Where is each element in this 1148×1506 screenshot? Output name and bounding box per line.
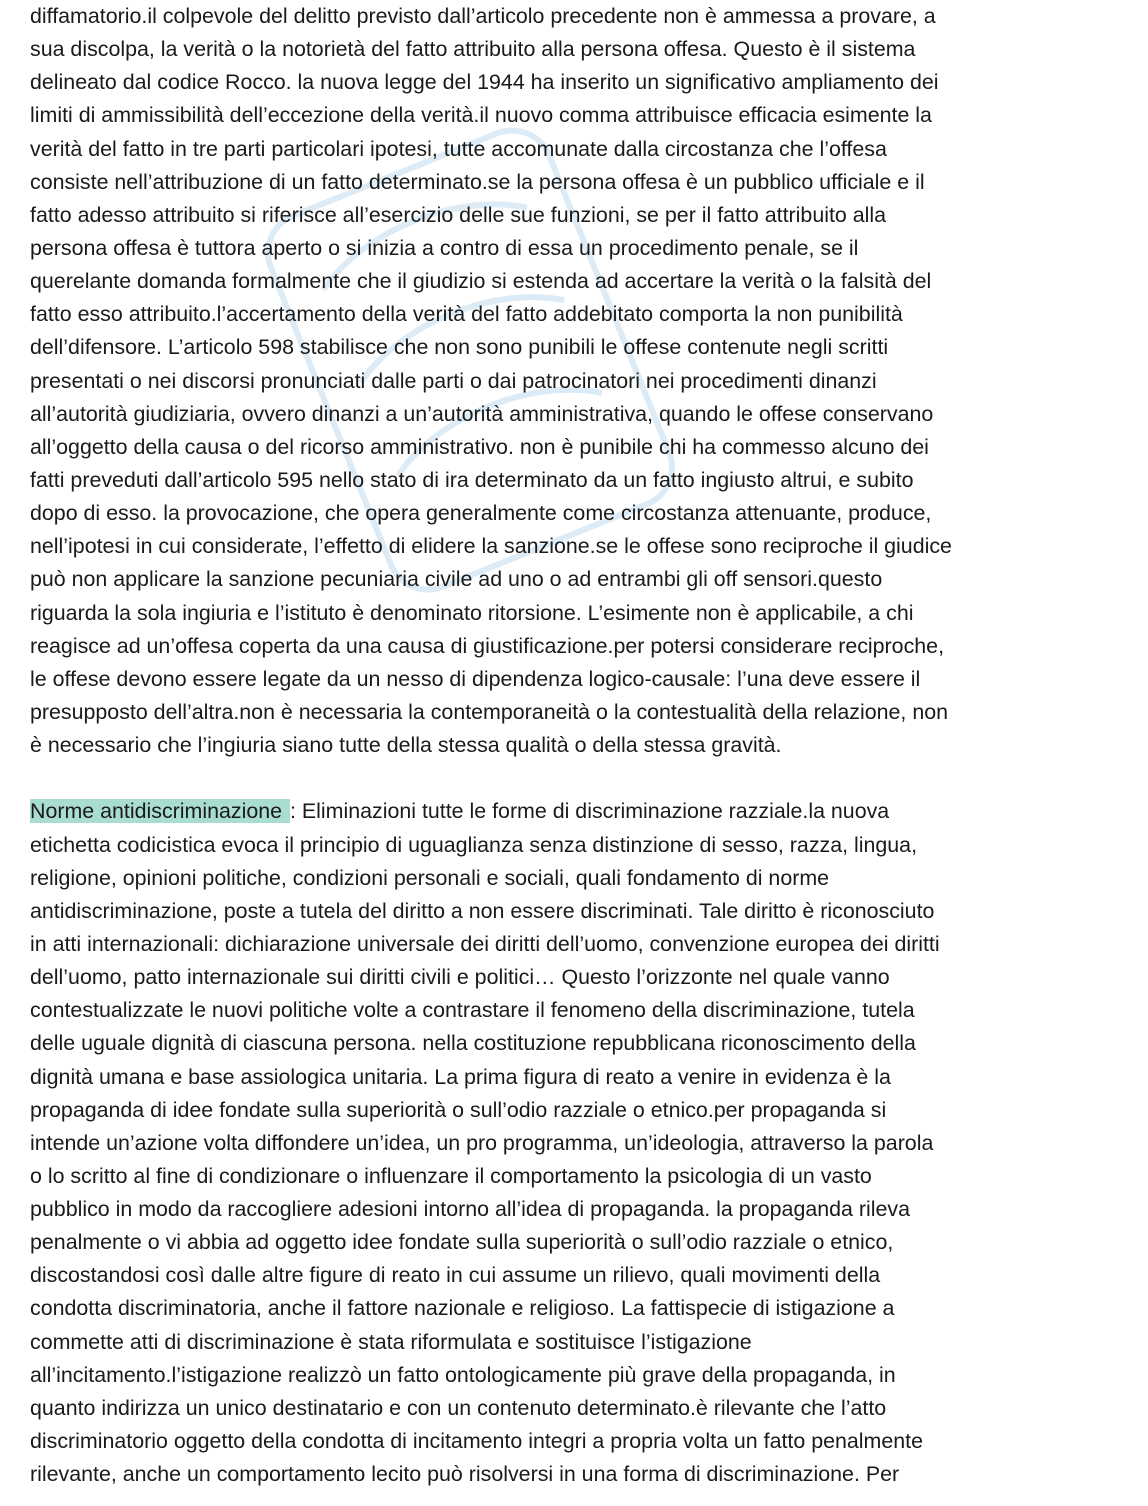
paragraph2-line: contestualizzate le nuovi politiche volte a contrastare il fenomeno della discriminazione, tutela xyxy=(30,998,915,1023)
paragraph1-line: riguarda la sola ingiuria e l’istituto è denominato ritorsione. L’esimente non è applicabile, a chi xyxy=(30,600,914,625)
paragraph2-line: discriminatorio oggetto della condotta di incitamento integri a propria volta un fatto penalmente xyxy=(30,1429,923,1454)
paragraph2-line: quanto indirizza un unico destinatario e con un contenuto determinato.è rilevante che l’atto xyxy=(30,1395,887,1420)
paragraph2-line: discostandosi così dalle altre figure di reato in cui assume un rilievo, quali movimenti della xyxy=(30,1263,881,1288)
paragraph2-line: antidiscriminazione, poste a tutela del diritto a non essere discriminati. Tale diritto è riconosciuto xyxy=(30,898,935,923)
paragraph1-line: verità del fatto in tre parti particolari ipotesi, tutte accomunate dalla circostanza che l’offesa xyxy=(30,136,887,161)
paragraph2-line: propaganda di idee fondate sulla superiorità o sull’odio razziale o etnico.per propaganda si xyxy=(30,1097,887,1122)
paragraph2-line: all’incitamento.l’istigazione realizzò un fatto ontologicamente più grave della propaganda, in xyxy=(30,1362,896,1387)
paragraph2-line: condotta discriminatoria, anche il fattore nazionale e religioso. La fattispecie di istigazione a xyxy=(30,1296,895,1321)
paragraph1-line: dell’difensore. L’articolo 598 stabilisce che non sono punibili le offese contenute negli scritti xyxy=(30,335,889,360)
paragraph-gap xyxy=(30,762,1122,795)
section-heading-norme-antidiscriminazione: Norme antidiscriminazione xyxy=(30,799,288,824)
paragraph2-line: penalmente o vi abbia ad oggetto idee fondate sulla superiorità o sull’odio razziale o etnico, xyxy=(30,1230,894,1255)
paragraph1-line: consiste nell’attribuzione di un fatto determinato.se la persona offesa è un pubblico ufficiale e il xyxy=(30,169,925,194)
document-page xyxy=(30,0,1122,1506)
paragraph1-line: limiti di ammissibilità dell’eccezione della verità.il nuovo comma attribuisce efficacia esimente la xyxy=(30,103,932,128)
paragraph1-line: dopo di esso. la provocazione, che opera generalmente come circostanza attenuante, produce, xyxy=(30,501,932,526)
paragraph1-line: fatto adesso attribuito si riferisce all’esercizio delle sue funzioni, se per il fatto attribuito alla xyxy=(30,202,887,227)
paragraph2-line: commette atti di discriminazione è stata riformulata e sostituisce l’istigazione xyxy=(30,1329,752,1354)
paragraph1-line: è necessario che l’ingiuria siano tutte della stessa qualità o della stessa gravità. xyxy=(30,733,782,758)
paragraph2-line: intende un’azione volta diffondere un’idea, un pro programma, un’ideologia, attraverso la parola xyxy=(30,1130,934,1155)
paragraph1-line: le offese devono essere legate da un nesso di dipendenza logico-causale: l’una deve essere il xyxy=(30,666,921,691)
paragraph1-line: sua discolpa, la verità o la notorietà del fatto attribuito alla persona offesa. Questo è il sistema xyxy=(30,37,916,62)
paragraph-norme-antidiscriminazione xyxy=(30,829,1122,1492)
paragraph-eccezione-verita xyxy=(30,0,1122,762)
paragraph1-line: diffamatorio.il colpevole del delitto previsto dall’articolo precedente non è ammessa a provare, a xyxy=(30,4,936,28)
paragraph1-line: fatti preveduti dall’articolo 595 nello stato di ira determinato da un fatto ingiusto altrui, e subito xyxy=(30,467,914,492)
paragraph1-line: querelante domanda formalmente che il giudizio si estenda ad accertare la verità o la falsità del xyxy=(30,269,932,294)
paragraph1-line: presentati o nei discorsi pronunciati dalle parti o dai patrocinatori nei procedimenti dinanzi xyxy=(30,368,877,393)
paragraph1-line: presupposto dell’altra.non è necessaria la contemporaneità o la contestualità della relazione, non xyxy=(30,699,949,724)
paragraph1-line: nell’ipotesi in cui considerate, l’effetto di elidere la sanzione.se le offese sono reciproche il giudice xyxy=(30,534,952,559)
paragraph1-line: può non applicare la sanzione pecuniaria civile ad uno o ad entrambi gli off sensori.questo xyxy=(30,567,883,592)
paragraph1-line: fatto esso attribuito.l’accertamento della verità del fatto addebitato comporta la non punibilità xyxy=(30,302,903,327)
paragraph2-line: dignità umana e base assiologica unitaria. La prima figura di reato a venire in evidenza è la xyxy=(30,1064,891,1089)
paragraph2-line: pubblico in modo da raccogliere adesioni intorno all’idea di propaganda. la propaganda rileva xyxy=(30,1197,910,1222)
paragraph1-line: reagisce ad un’offesa coperta da una causa di giustificazione.per potersi considerare reciproche, xyxy=(30,633,945,658)
paragraph1-line: all’autorità giudiziaria, ovvero dinanzi a un’autorità amministrativa, quando le offese conservano xyxy=(30,401,934,426)
paragraph1-line: all’oggetto della causa o del ricorso amministrativo. non è punibile chi ha commesso alcuno dei xyxy=(30,434,929,459)
paragraph1-line: delineato dal codice Rocco. la nuova legge del 1944 ha inserito un significativo ampliamento dei xyxy=(30,70,939,95)
paragraph2-line: delle uguale dignità di ciascuna persona. nella costituzione repubblicana riconoscimento della xyxy=(30,1031,916,1056)
section-first-line-text: : Eliminazioni tutte le forme di discriminazione razziale.la nuova xyxy=(289,799,890,824)
section-first-line xyxy=(30,795,1122,828)
paragraph2-line: rilevante, anche un comportamento lecito può risolversi in una forma di discriminazione. Per xyxy=(30,1462,900,1487)
paragraph2-line: religione, opinioni politiche, condizioni personali e sociali, quali fondamento di norme xyxy=(30,865,830,890)
paragraph2-line: etichetta codicistica evoca il principio di uguaglianza senza distinzione di sesso, razza, lingua, xyxy=(30,832,918,857)
paragraph1-line: persona offesa è tuttora aperto o si inizia a contro di essa un procedimento penale, se il xyxy=(30,235,859,260)
paragraph2-line: dell’uomo, patto internazionale sui diritti civili e politici… Questo l’orizzonte nel quale vanno xyxy=(30,965,890,990)
paragraph2-line: in atti internazionali: dichiarazione universale dei diritti dell’uomo, convenzione europea dei diritti xyxy=(30,931,940,956)
paragraph2-line: o lo scritto al fine di condizionare o influenzare il comportamento la psicologia di un vasto xyxy=(30,1163,872,1188)
